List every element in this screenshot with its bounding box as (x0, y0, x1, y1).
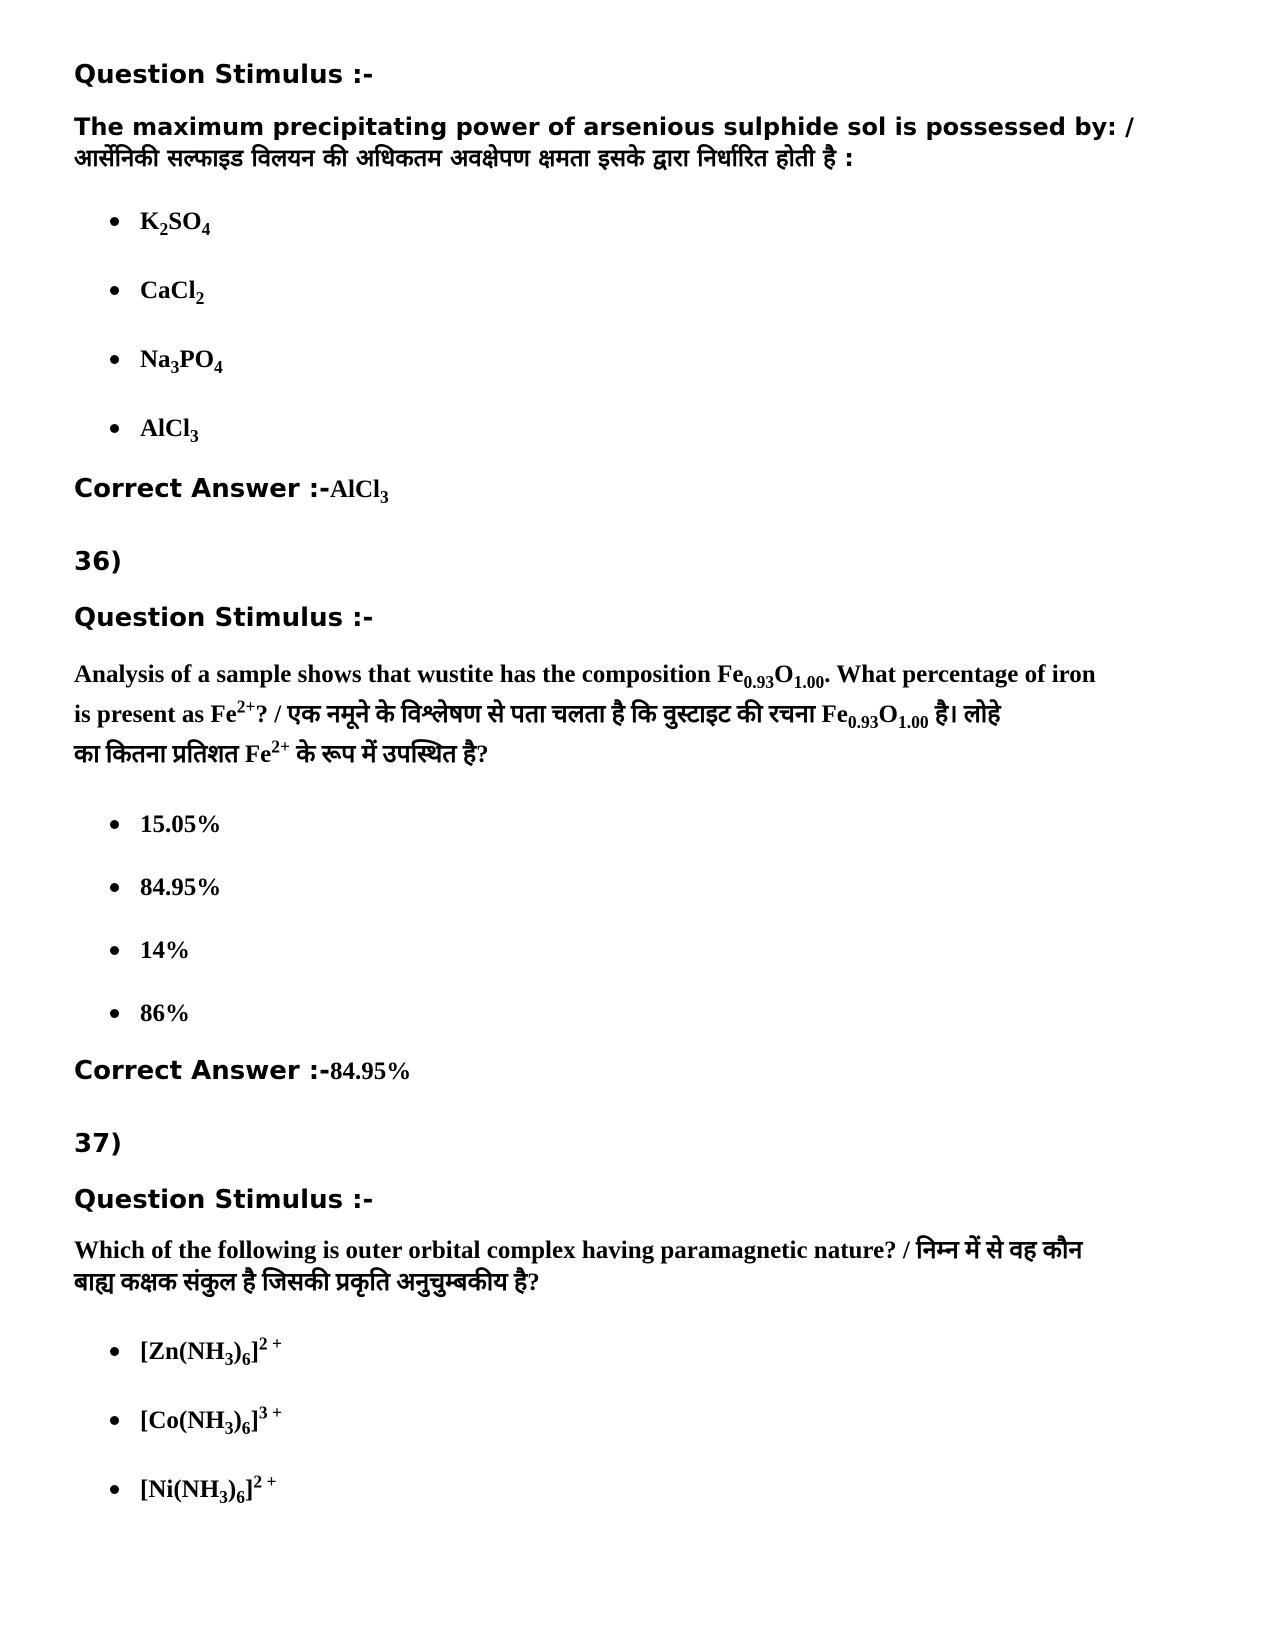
options-list (74, 1326, 1204, 1516)
correct-answer-value: 84.95% (329, 1058, 412, 1085)
question-text (74, 1235, 1204, 1299)
option[interactable]: 15.05% (74, 802, 1204, 848)
question-line: Which of the following is outer orbital complex having paramagnetic nature? / निम्न में से वह कौन (74, 1237, 1083, 1264)
question-37 (74, 1127, 1204, 1516)
options-list (74, 802, 1204, 1037)
option[interactable]: CaCl$_2$ (74, 265, 1204, 317)
question-line: बाह्य कक्षक संकुल है जिसकी प्रकृति अनुचुम्बकीय है? (74, 1269, 540, 1296)
question-line: का कितना प्रतिशत $Fe^{2+}$ के रूप में उपस्थित है? (74, 736, 489, 768)
correct-answer-label: Correct Answer :- (74, 1056, 330, 1086)
question-36 (74, 545, 1204, 1089)
question-text-hi: आर्सेनिकी सल्फाइड विलयन की अधिकतम अवक्षेपण क्षमता इसके द्वारा निर्धारित होती है : (74, 144, 854, 172)
option[interactable]: $Na_3PO_4$ (74, 334, 1204, 386)
correct-answer-label: Correct Answer :- (74, 474, 330, 504)
question-35 (74, 58, 1204, 507)
correct-answer-value: AlCl$_3$ (329, 476, 389, 507)
question-text-en: The maximum precipitating power of arsenious sulphide sol is possessed by: / (74, 113, 1134, 141)
option[interactable]: $[Co(NH_3)_6]^{3 +}$ (74, 1395, 1204, 1447)
question-text (74, 112, 1204, 174)
option[interactable]: 84.95% (74, 865, 1204, 911)
question-number: 37) (74, 1129, 123, 1159)
question-line: is present as $Fe^{2+}$? / एक नमूने के विश्लेषण से पता चलता है कि वुस्टाइट की रचना $Fe_{0.93}O_{1.00}$ है। लोहे (74, 696, 1001, 732)
question-stimulus-label: Question Stimulus :- (74, 1185, 374, 1215)
document-page (74, 58, 1204, 1516)
option[interactable]: 14% (74, 928, 1204, 974)
option[interactable]: AlCl$_3$ (74, 403, 1204, 455)
option[interactable]: $K_2SO_4$ (74, 196, 1204, 248)
correct-answer (74, 1054, 1204, 1089)
option[interactable]: $[Ni(NH_3)_6]^{2 +}$ (74, 1464, 1204, 1516)
question-text (74, 655, 1204, 775)
options-list (74, 196, 1204, 455)
question-line: Analysis of a sample shows that wustite has the composition $Fe_{0.93}O_{1.00}$. What percentage of iron (74, 661, 1096, 692)
question-stimulus-label: Question Stimulus :- (74, 603, 374, 633)
option[interactable]: 86% (74, 991, 1204, 1037)
question-number: 36) (74, 547, 123, 577)
question-stimulus-label: Question Stimulus :- (74, 60, 374, 90)
correct-answer (74, 472, 1204, 507)
option[interactable]: $[Zn(NH_3)_6]^{2 +}$ (74, 1326, 1204, 1378)
